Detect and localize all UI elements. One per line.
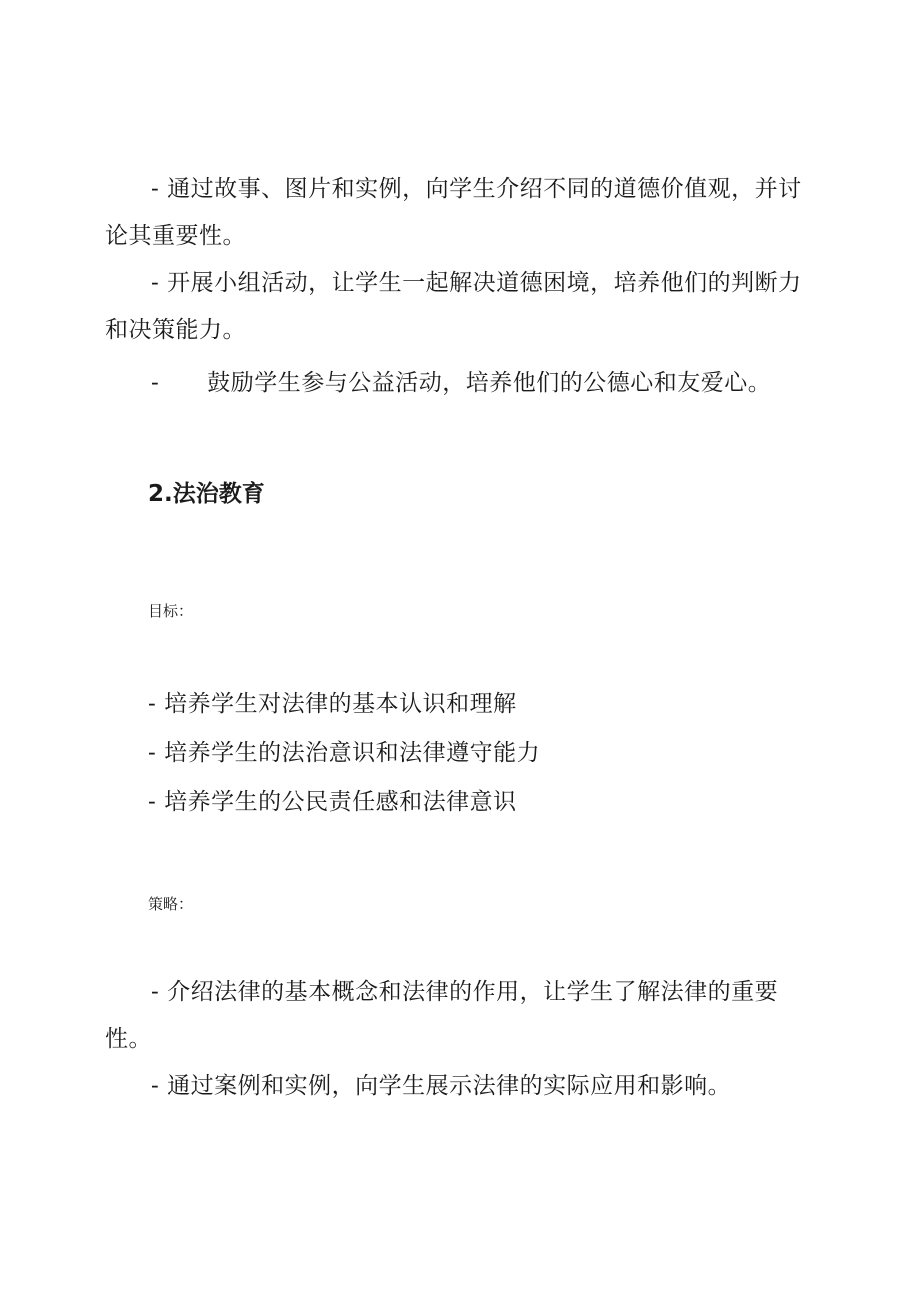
section-heading: 2.法治教育: [148, 481, 265, 507]
moral-strategy-text: - 开展小组活动，让学生一起解决道德困境，培养他们的判断力和决策能力。: [105, 270, 802, 343]
moral-strategy-text: 鼓励学生参与公益活动，培养他们的公德心和友爱心。: [207, 370, 772, 396]
moral-strategy-paragraph: [105, 260, 805, 354]
goal-item: - 培养学生的公民责任感和法律意识: [148, 789, 517, 815]
moral-strategy-paragraph: [105, 166, 805, 260]
strategy-paragraph: [105, 969, 805, 1063]
strategy-text: - 通过案例和实例，向学生展示法律的实际应用和影响。: [151, 1073, 732, 1099]
strategy-text: - 介绍法律的基本概念和法律的作用，让学生了解法律的重要性。: [105, 979, 779, 1052]
moral-strategy-text: - 通过故事、图片和实例，向学生介绍不同的道德价值观，并讨论其重要性。: [105, 176, 802, 249]
goal-item: - 培养学生的法治意识和法律遵守能力: [148, 740, 541, 766]
strategy-paragraph: [105, 1063, 805, 1110]
moral-strategy-dash: -: [151, 370, 160, 396]
goals-label: 目标：: [148, 602, 194, 620]
strategies-label: 策略：: [148, 895, 194, 913]
goal-item: - 培养学生对法律的基本认识和理解: [148, 691, 517, 717]
moral-strategy-paragraph: [105, 360, 805, 407]
